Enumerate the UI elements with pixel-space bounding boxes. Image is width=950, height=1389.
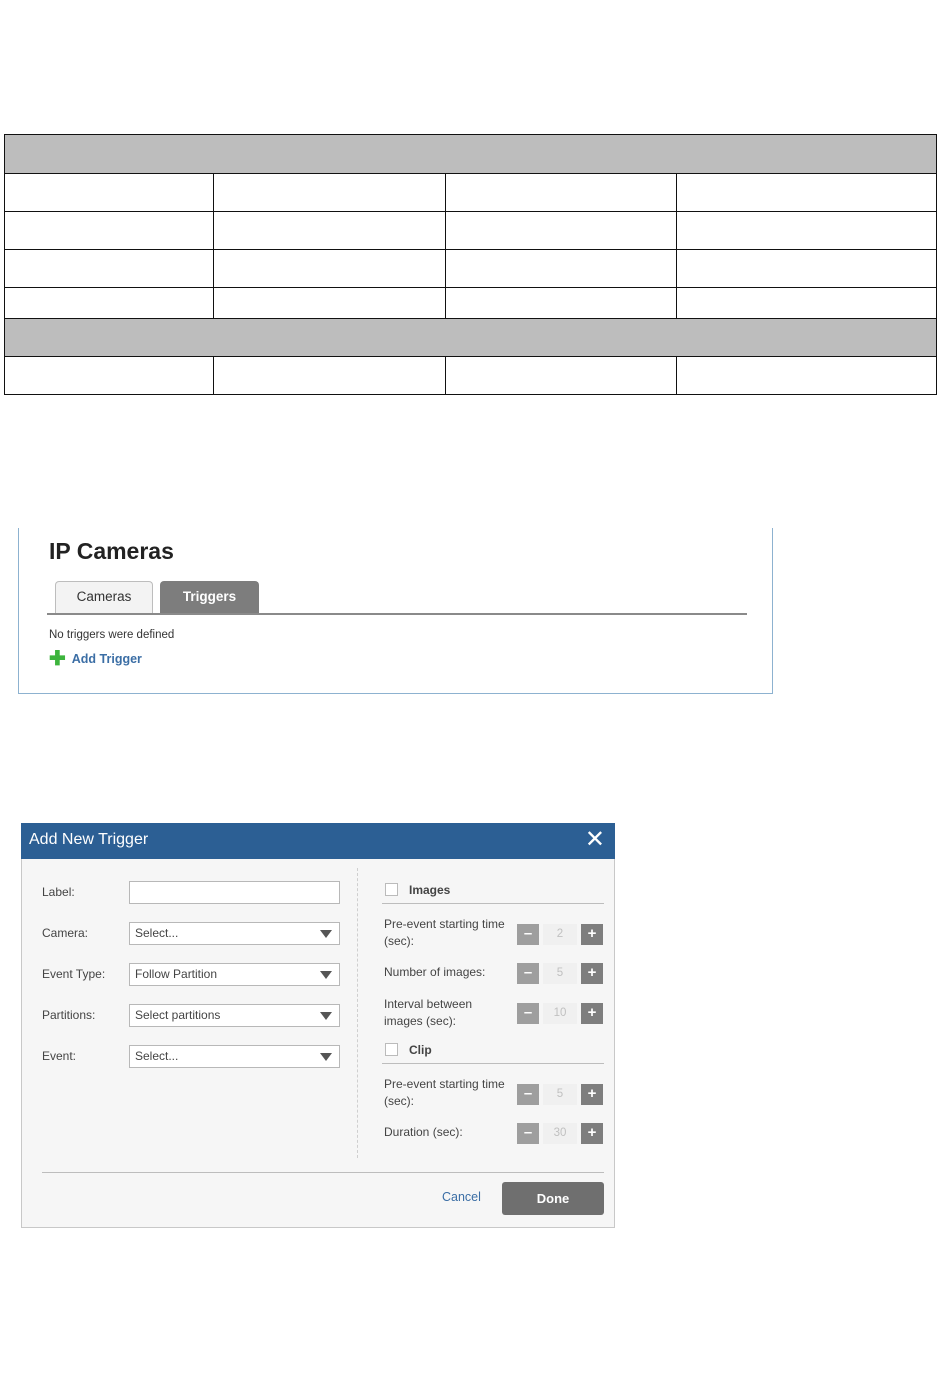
empty-triggers-message: No triggers were defined [49, 629, 175, 641]
clip-checkbox[interactable] [385, 1043, 398, 1056]
interval-increment-button[interactable]: + [581, 1003, 603, 1024]
chevron-down-icon [320, 930, 332, 938]
event-type-select[interactable] [129, 963, 340, 986]
partitions-field-label: Partitions: [42, 1008, 96, 1022]
event-type-select-value: Follow Partition [135, 967, 218, 981]
plus-icon: ✚ [49, 648, 66, 670]
camera-select[interactable] [129, 922, 340, 945]
label-field-label: Label: [42, 885, 75, 899]
images-pre-event-value[interactable]: 2 [543, 924, 577, 945]
clip-section-label: Clip [409, 1043, 432, 1057]
page-title: IP Cameras [49, 538, 174, 564]
dialog-title: Add New Trigger [29, 831, 149, 848]
chevron-down-icon [320, 971, 332, 979]
partitions-select[interactable] [129, 1004, 340, 1027]
num-images-label: Number of images: [384, 965, 486, 979]
duration-increment-button[interactable]: + [581, 1123, 603, 1144]
num-images-value[interactable]: 5 [543, 963, 577, 984]
tab-cameras[interactable]: Cameras [55, 581, 153, 613]
interval-label: Interval between images (sec): [384, 997, 473, 1028]
done-button[interactable]: Done [502, 1182, 604, 1215]
camera-select-value: Select... [135, 926, 179, 940]
chevron-down-icon [320, 1053, 332, 1061]
table-row [5, 212, 937, 250]
num-images-increment-button[interactable]: + [581, 963, 603, 984]
chevron-down-icon [320, 1012, 332, 1020]
camera-field-label: Camera: [42, 926, 89, 940]
label-input[interactable] [129, 881, 340, 904]
table-row [5, 250, 937, 288]
add-trigger-label: Add Trigger [71, 652, 142, 666]
images-pre-event-increment-button[interactable]: + [581, 924, 603, 945]
empty-grid-table [4, 134, 937, 395]
partitions-select-value: Select partitions [135, 1008, 221, 1022]
images-pre-event-label: Pre-event starting time (sec): [384, 917, 505, 948]
interval-value[interactable]: 10 [543, 1003, 577, 1024]
clip-pre-event-increment-button[interactable]: + [581, 1084, 603, 1105]
images-section-label: Images [409, 883, 451, 897]
clip-pre-event-label: Pre-event starting time (sec): [384, 1077, 505, 1108]
duration-decrement-button[interactable]: – [517, 1123, 539, 1144]
dialog-header [21, 823, 615, 859]
event-type-field-label: Event Type: [42, 967, 106, 981]
event-select[interactable] [129, 1045, 340, 1068]
images-checkbox[interactable] [385, 883, 398, 896]
event-field-label: Event: [42, 1049, 77, 1063]
add-trigger-link[interactable] [49, 648, 142, 670]
tab-triggers[interactable]: Triggers [160, 581, 259, 613]
duration-value[interactable]: 30 [543, 1123, 577, 1144]
close-icon[interactable]: ✕ [584, 826, 605, 853]
clip-pre-event-decrement-button[interactable]: – [517, 1084, 539, 1105]
ip-cameras-panel [18, 528, 773, 694]
table-section-header [5, 135, 937, 174]
clip-pre-event-value[interactable]: 5 [543, 1084, 577, 1105]
column-divider [357, 868, 358, 1158]
images-pre-event-decrement-button[interactable]: – [517, 924, 539, 945]
table-row [5, 288, 937, 319]
tab-divider [47, 613, 747, 615]
cancel-button[interactable]: Cancel [442, 1190, 481, 1204]
interval-decrement-button[interactable]: – [517, 1003, 539, 1024]
event-select-value: Select... [135, 1049, 179, 1063]
clip-divider [382, 1063, 604, 1064]
num-images-decrement-button[interactable]: – [517, 963, 539, 984]
dialog-footer-divider [42, 1172, 604, 1173]
table-row [5, 357, 937, 395]
duration-label: Duration (sec): [384, 1125, 463, 1139]
images-divider [382, 903, 604, 904]
table-row [5, 174, 937, 212]
table-section-header [5, 319, 937, 357]
add-trigger-dialog [21, 823, 615, 1228]
